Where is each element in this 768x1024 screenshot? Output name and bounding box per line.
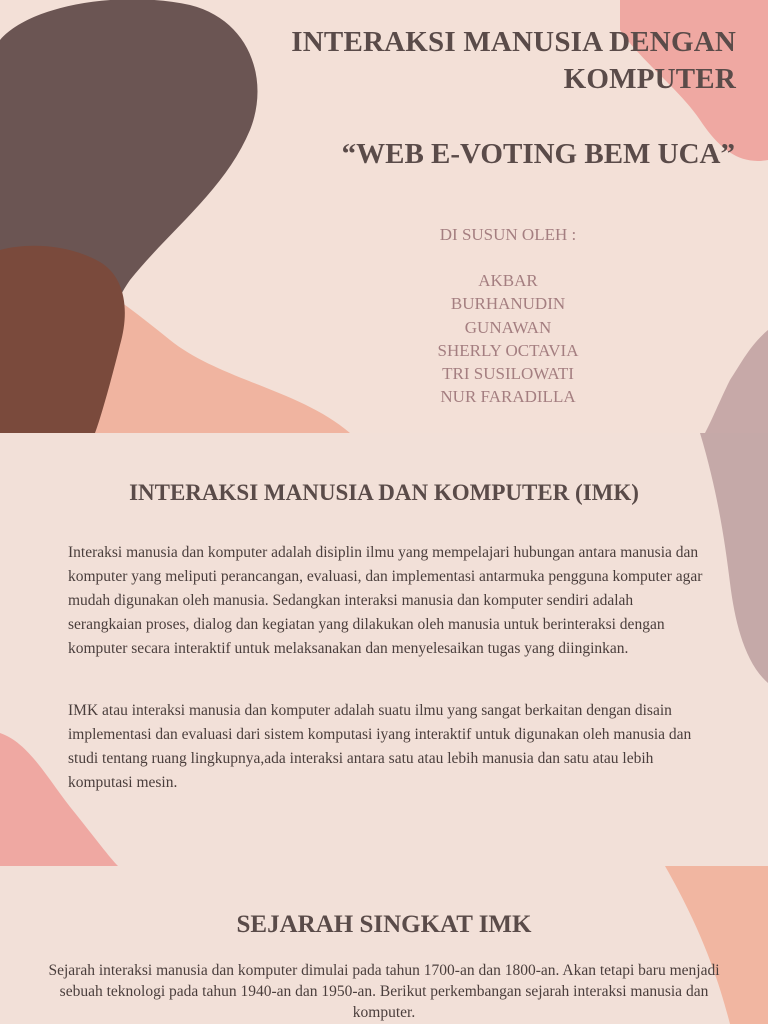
history-slide [0, 866, 768, 1024]
imk-definition-slide [0, 433, 768, 866]
paragraph: IMK atau interaksi manusia dan komputer adalah suatu ilmu yang sangat berkaitan dengan disain implementasi dan evaluasi dari sistem komputasi iyang interaktif untuk digunakan oleh manusia dan studi tentang ruang lingkupnya,ada interaksi antara satu atau lebih manusia dan satu atau lebih komputasi mesin. [68, 702, 692, 791]
author-name: SHERLY OCTAVIA [437, 340, 579, 360]
author-name: AKBAR [478, 271, 538, 291]
section-heading: INTERAKSI MANUSIA DAN KOMPUTER (IMK) [129, 480, 639, 505]
authors-block [398, 223, 618, 408]
title-slide [0, 0, 768, 433]
paragraph: Interaksi manusia dan komputer adalah disiplin ilmu yang mempelajari hubungan antara manusia dan komputer yang meliputi perancangan, evaluasi, dan implementasi antarmuka pengguna komputer agar mudah digunakan oleh manusia. Sedangkan interaksi manusia dan komputer sendiri adalah serangkaian proses, dialog dan kegiatan yang dilakukan oleh manusia untuk berinteraksi dengan komputer secara interaktif untuk melaksanakan dan menyelesaikan tugas yang diinginkan. [68, 544, 703, 657]
author-name: BURHANUDIN [450, 294, 566, 314]
presentation-title: INTERAKSI MANUSIA DENGAN KOMPUTER [291, 26, 736, 95]
author-name: GUNAWAN [464, 317, 552, 337]
authors-heading: DI SUSUN OLEH : [439, 225, 577, 244]
mauve-blob [700, 433, 768, 683]
presentation-subtitle: “WEB E-VOTING BEM UCA” [341, 138, 735, 170]
section-heading: SEJARAH SINGKAT IMK [236, 911, 532, 938]
author-name: NUR FARADILLA [440, 387, 576, 407]
mauve-blob [705, 330, 768, 433]
author-name: TRI SUSILOWATI [442, 364, 574, 384]
paragraph: Sejarah interaksi manusia dan komputer dimulai pada tahun 1700-an dan 1800-an. Akan tetapi baru menjadi sebuah teknologi pada tahun 1940-an dan 1950-an. Berikut perkembangan sejarah interaksi manusia dan komputer. [48, 962, 720, 1021]
